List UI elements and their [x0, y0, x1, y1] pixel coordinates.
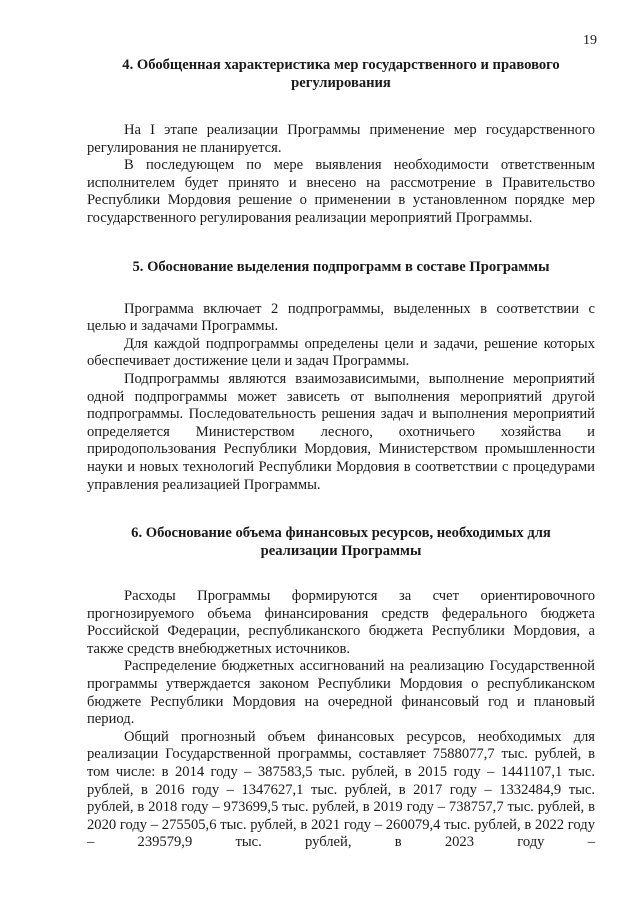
- heading-line: реализации Программы: [260, 543, 422, 560]
- section-5-heading: [87, 258, 595, 276]
- paragraph: Программа включает 2 подпрограммы, выделенных в соответствии с целью и задачами Программы.: [87, 300, 595, 335]
- paragraph: Расходы Программы формируются за счет ориентировочного прогнозируемого объема финансирования средств федерального бюджета Российской Федерации, республиканского бюджета Республики Мордовия, а также средств внебюджетных источников.: [87, 588, 595, 657]
- heading-line: 4. Обобщенная характеристика мер государственного и правового: [122, 57, 560, 73]
- heading-line: регулирования: [291, 75, 391, 91]
- paragraph: В последующем по мере выявления необходимости ответственным исполнителем будет принято и внесено на рассмотрение в Правительство Республики Мордовия решение о применении в установленном порядке мер государственного регулирования реализации мероприятий Программы.: [87, 157, 595, 226]
- section-4-body: [87, 122, 595, 228]
- section-5-body: [87, 301, 595, 495]
- heading-line: 6. Обоснование объема финансовых ресурсов, необходимых для: [131, 525, 551, 542]
- document-body: [87, 56, 595, 852]
- paragraph: Подпрограммы являются взаимозависимыми, выполнение мероприятий одной подпрограммы может зависеть от выполнения мероприятий другой подпрограммы. Последовательность решения задач и выполнения мероприятий определяется Министерством лесного, охотничьего хозяйства и природопользования Республики Мордовия, Министерством промышленности науки и новых технологий Республики Мордовия в соответствии с процедурами управления реализацией Программы.: [87, 370, 595, 493]
- section-6-heading: [87, 524, 595, 560]
- heading-line: 5. Обоснование выделения подпрограмм в составе Программы: [132, 258, 550, 275]
- paragraph: Распределение бюджетных ассигнований на реализацию Государственной программы утверждается законом Республики Мордовия о республиканском бюджете Республики Мордовия на очередной финансовый год и плановый период.: [87, 658, 595, 728]
- paragraph: Общий прогнозный объем финансовых ресурсов, необходимых для реализации Государственной программы, составляет 7588077,7 тыс. рублей, в том числе: в 2014 году – 387583,5 тыс. рублей, в 2015 году – 1441107,1 тыс. рублей, в 2016 году – 1347627,1 тыс. рублей, в 2017 году – 1332484,9 тыс. рублей, в 2018 году – 973699,5 тыс. рублей, в 2019 году – 738757,7 тыс. рублей, в 2020 году – 275505,6 тыс. рублей, в 2021 году – 260079,4 тыс. рублей, в 2022 году – 239579,9 тыс. рублей, в 2023 году –: [87, 728, 595, 851]
- page-number: 19: [583, 33, 597, 48]
- paragraph: Для каждой подпрограммы определены цели и задачи, решение которых обеспечивает достижение цели и задач Программы.: [87, 335, 595, 370]
- paragraph: На I этапе реализации Программы применение мер государственного регулирования не планируется.: [87, 122, 595, 156]
- section-4-heading: [87, 56, 595, 92]
- section-6-body: [87, 588, 595, 852]
